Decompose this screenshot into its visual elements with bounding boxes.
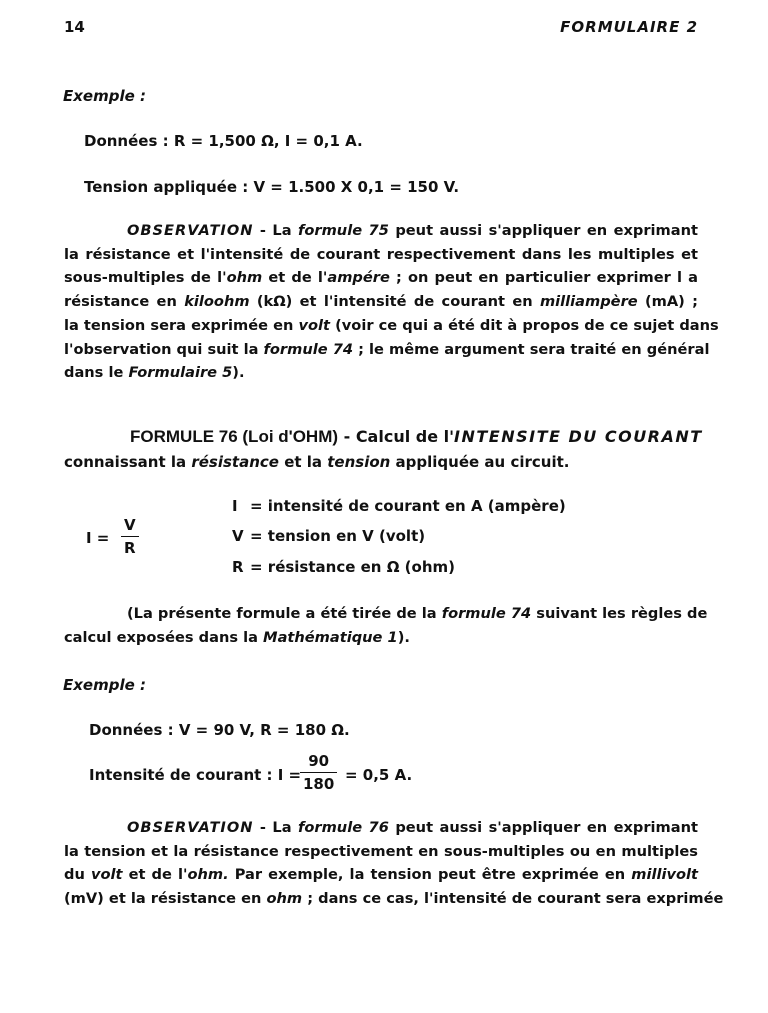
observation-paragraph bbox=[64, 816, 724, 911]
example-data-line: Données : V = 90 V, R = 180 Ω. bbox=[89, 721, 350, 739]
definition-resistance: R = résistance en Ω (ohm) bbox=[232, 558, 455, 576]
text-line: OBSERVATION - La formule 76 peut aussi s'appliquer en exprimant bbox=[127, 819, 698, 836]
example-current-rhs: = 0,5 A. bbox=[345, 766, 413, 784]
text-line: la tension sera exprimée en volt (voir ce qui a été dit à propos de ce sujet dans bbox=[64, 316, 719, 334]
text-line: dans le Formulaire 5). bbox=[64, 364, 245, 382]
formula-subject: INTENSITE DU COURANT bbox=[454, 427, 703, 446]
example-fraction bbox=[300, 752, 337, 793]
equation-lhs: I = bbox=[86, 529, 110, 547]
text-line: calcul exposées dans la Mathématique 1). bbox=[64, 628, 410, 646]
observation-paragraph bbox=[64, 219, 719, 385]
example-current-lhs: Intensité de courant : I = bbox=[89, 766, 302, 784]
fraction-denominator: 180 bbox=[303, 775, 335, 793]
fraction-numerator: 90 bbox=[308, 752, 330, 770]
text-line: sous-multiples de l'ohm et de l'ampére ; on peut en particulier exprimer l a bbox=[64, 269, 698, 287]
formula-title: FORMULE 76 (Loi d'OHM) bbox=[130, 427, 339, 446]
fraction-bar bbox=[300, 772, 337, 773]
example-heading: Exemple : bbox=[63, 87, 146, 105]
text-line: (mV) et la résistance en ohm ; dans ce cas, l'intensité de courant sera exprimée bbox=[64, 890, 724, 908]
definition-current: I = intensité de courant en A (ampère) bbox=[232, 497, 566, 515]
text-line: résistance en kiloohm (kΩ) et l'intensité de courant en milliampère (mA) ; bbox=[64, 293, 699, 311]
equation-fraction bbox=[121, 516, 139, 557]
text-line: la tension et la résistance respectivement en sous-multiples ou en multiples bbox=[64, 842, 698, 860]
text-line: du volt et de l'ohm. Par exemple, la tension peut être exprimée en millivolt bbox=[64, 866, 699, 884]
example-data-line: Données : R = 1,500 Ω, I = 0,1 A. bbox=[84, 132, 363, 150]
formula-note bbox=[64, 602, 708, 649]
page-number: 14 bbox=[64, 18, 85, 36]
definition-voltage: V = tension en V (volt) bbox=[232, 527, 426, 545]
fraction-numerator: V bbox=[124, 516, 136, 534]
text-line: (La présente formule a été tirée de la formule 74 suivant les règles de bbox=[127, 605, 708, 622]
formula-heading: FORMULE 76 (Loi d'OHM) - Calcul de l'INTENSITE DU COURANT bbox=[130, 427, 703, 446]
formula-intro-line: connaissant la résistance et la tension appliquée au circuit. bbox=[64, 453, 570, 471]
fraction-denominator: R bbox=[124, 539, 136, 557]
example-heading: Exemple : bbox=[63, 676, 146, 694]
example-tension-line: Tension appliquée : V = 1.500 X 0,1 = 150 V. bbox=[84, 178, 460, 196]
text-line: OBSERVATION - La formule 75 peut aussi s'appliquer en exprimant bbox=[127, 222, 698, 239]
running-title: FORMULAIRE 2 bbox=[560, 18, 698, 36]
text-line: l'observation qui suit la formule 74 ; le même argument sera traité en général bbox=[64, 340, 710, 358]
text-line: la résistance et l'intensité de courant respectivement dans les multiples et bbox=[64, 245, 698, 263]
fraction-bar bbox=[121, 536, 139, 537]
